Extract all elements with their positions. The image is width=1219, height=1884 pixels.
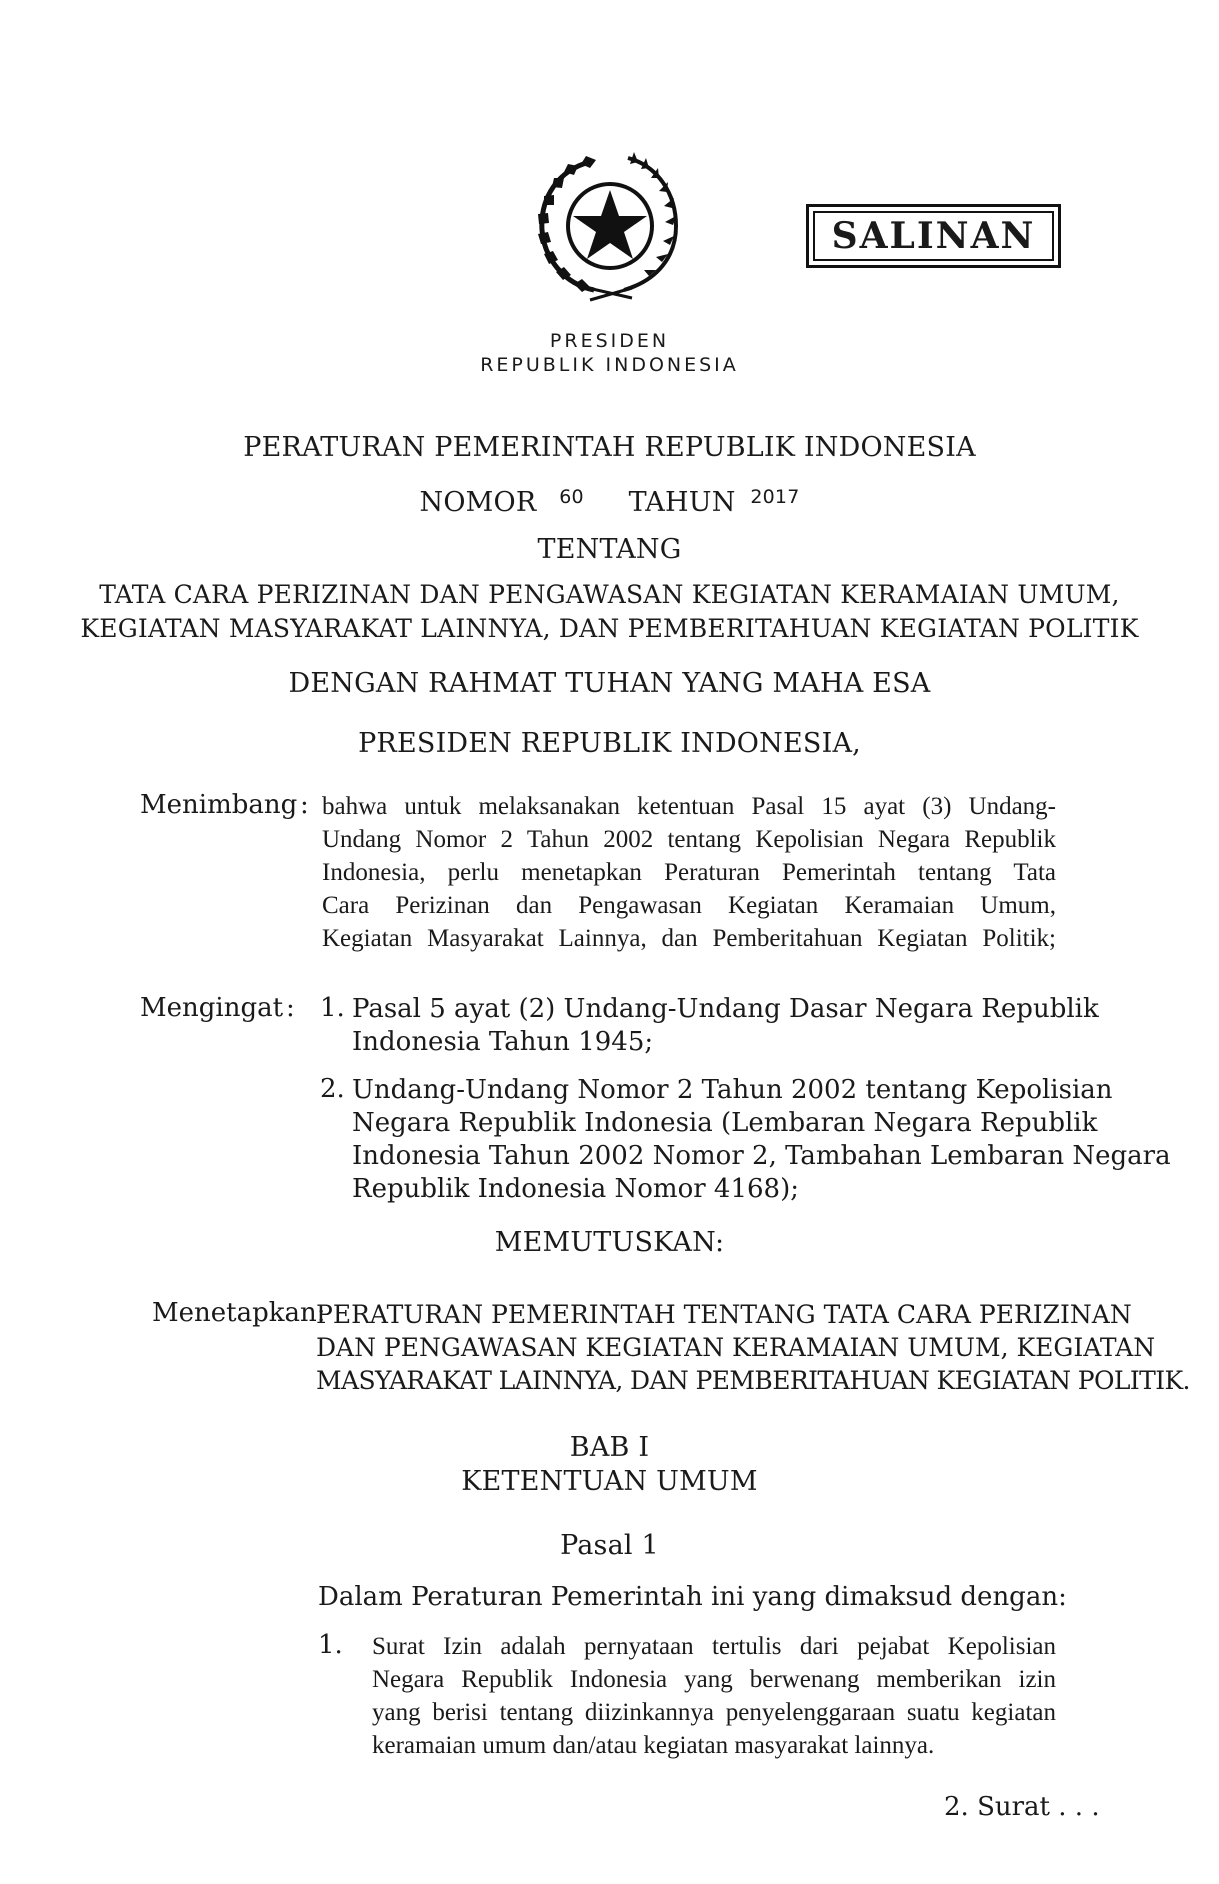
mengingat-item-number: 2. [320,1074,345,1104]
mengingat-line: Indonesia Tahun 2002 Nomor 2, Tambahan Lembaran Negara [352,1141,1171,1171]
menetapkan-line: PERATURAN PEMERINTAH TENTANG TATA CARA PERIZINAN [316,1300,1132,1329]
president-heading: PRESIDEN REPUBLIK INDONESIA, [358,728,861,759]
tentang-heading: TENTANG [537,534,682,565]
pasal-item-line: Negara Republik Indonesia yang berwenang memberikan izin [372,1666,1056,1693]
bab-title: KETENTUAN UMUM [461,1466,758,1497]
mengingat-item-2 [352,1074,1171,1206]
menimbang-line: Indonesia, perlu menetapkan Peraturan Pemerintah tentang Tata [322,859,1056,886]
mengingat-item-1 [352,993,1099,1059]
menetapkan-line: DAN PENGAWASAN KEGIATAN KERAMAIAN UMUM, KEGIATAN [316,1333,1156,1362]
nomor-value: 60 [559,486,584,508]
bab-number: BAB I [569,1432,650,1463]
star-icon [573,190,647,259]
tahun-value: 2017 [750,486,800,508]
presidential-emblem [528,148,688,303]
mengingat-item-number: 1. [320,993,345,1023]
pasal-title: Pasal 1 [560,1530,659,1561]
office-title: PRESIDEN [549,330,670,352]
regulation-title: PERATURAN PEMERINTAH REPUBLIK INDONESIA [243,432,976,463]
regulation-number [0,486,1219,518]
pasal-item-1 [372,1630,1056,1762]
menimbang-text [322,790,1056,955]
mengingat-line: Republik Indonesia Nomor 4168); [352,1174,799,1204]
pasal-item-line: Surat Izin adalah pernyataan tertulis dari pejabat Kepolisian [372,1633,1056,1660]
menimbang-label: Menimbang [140,790,298,820]
menetapkan-label: Menetapkan: [152,1298,326,1328]
salinan-stamp [806,204,1061,268]
pasal-item-line: keramaian umum dan/atau kegiatan masyarakat lainnya. [372,1732,935,1759]
invocation: DENGAN RAHMAT TUHAN YANG MAHA ESA [288,668,931,699]
office-subtitle: REPUBLIK INDONESIA [480,354,739,376]
menetapkan-line: MASYARAKAT LAINNYA, DAN PEMBERITAHUAN KEGIATAN POLITIK. [316,1366,1190,1395]
tahun-label: TAHUN [628,487,736,518]
mengingat-label: Mengingat [140,993,284,1023]
menimbang-colon: : [300,790,309,820]
subject-line-2: KEGIATAN MASYARAKAT LAINNYA, DAN PEMBERITAHUAN KEGIATAN POLITIK [80,614,1139,643]
mengingat-line: Indonesia Tahun 1945; [352,1027,654,1057]
salinan-label: SALINAN [813,211,1054,261]
page-continuation: 2. Surat . . . [944,1792,1100,1822]
memutuskan-heading: MEMUTUSKAN: [494,1227,725,1258]
pasal-item-number: 1. [318,1630,343,1660]
nomor-label: NOMOR [419,487,537,518]
mengingat-line: Negara Republik Indonesia (Lembaran Negara Republik [352,1108,1098,1138]
mengingat-colon: : [286,993,295,1023]
menetapkan-text [316,1298,1190,1397]
mengingat-line: Undang-Undang Nomor 2 Tahun 2002 tentang Kepolisian [352,1075,1113,1105]
subject-line-1: TATA CARA PERIZINAN DAN PENGAWASAN KEGIATAN KERAMAIAN UMUM, [99,580,1120,609]
menimbang-line: Kegiatan Masyarakat Lainnya, dan Pemberitahuan Kegiatan Politik; [322,925,1056,952]
pasal-item-line: yang berisi tentang diizinkannya penyelenggaraan suatu kegiatan [372,1699,1056,1726]
menimbang-line: bahwa untuk melaksanakan ketentuan Pasal 15 ayat (3) Undang- [322,793,1056,820]
mengingat-line: Pasal 5 ayat (2) Undang-Undang Dasar Negara Republik [352,994,1099,1024]
menimbang-line: Cara Perizinan dan Pengawasan Kegiatan Keramaian Umum, [322,892,1056,919]
menimbang-line: Undang Nomor 2 Tahun 2002 tentang Kepolisian Negara Republik [322,826,1056,853]
pasal-intro: Dalam Peraturan Pemerintah ini yang dimaksud dengan: [318,1582,1067,1612]
